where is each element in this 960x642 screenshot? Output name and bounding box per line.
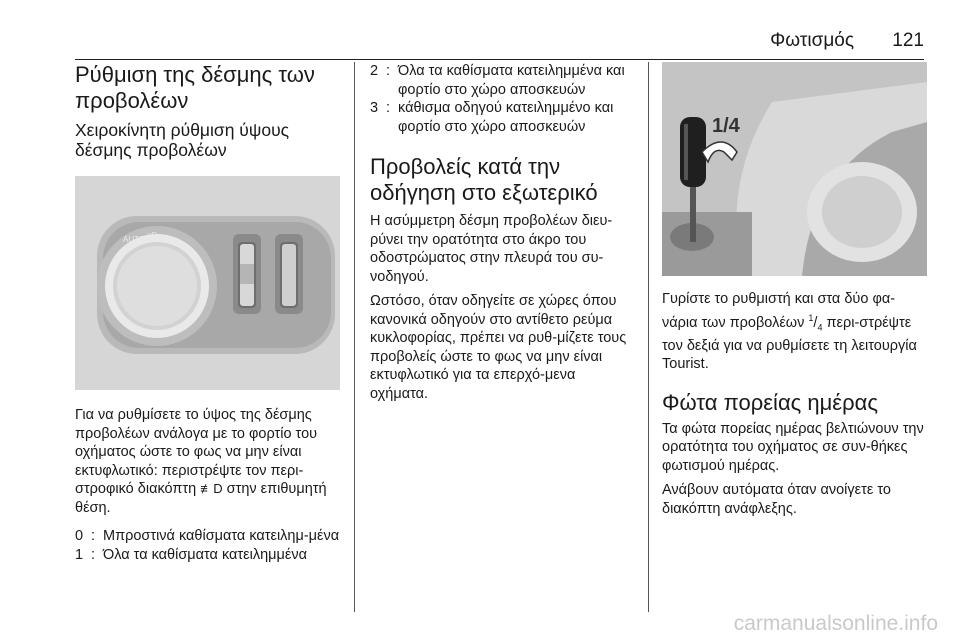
- headlamp-adjuster-illustration: [662, 62, 927, 276]
- list-item: 2 : Όλα τα καθίσματα κατειλημμένα και φορτίο στο χώρο αποσκευών: [370, 63, 625, 98]
- paragraph-drl-ignition: Ανάβουν αυτόματα όταν ανοίγετε το διακόπτη ανάφλεξης.: [662, 482, 891, 517]
- column-right: [662, 62, 927, 518]
- list-item: 0 : Μπροστινά καθίσματα κατειλημ-μένα: [75, 528, 340, 544]
- photo-headlamp-adjuster: [662, 62, 927, 276]
- photo-light-switch: [75, 176, 340, 390]
- load-position-list-continued: [370, 62, 635, 136]
- column-divider: [354, 62, 355, 612]
- column-divider: [648, 62, 649, 612]
- list-item: 3 : κάθισμα οδηγού κατειλημμένο και φορτίο στο χώρο αποσκευών: [370, 100, 614, 135]
- subheading-manual-range: Χειροκίνητη ρύθμιση ύψους δέσμης προβολέων: [75, 120, 290, 160]
- paragraph-other-countries: Ωστόσο, όταν οδηγείτε σε χώρες όπου κανονικά οδηγούν στο αντίθετο ρεύμα κυκλοφορίας, πρέπει να ρυθ-μίζετε τους προβολείς ώστε το φως να μην είναι εκτυφλωτικό για τα επερχό-μενα οχήματα.: [370, 293, 627, 402]
- paragraph-turn-adjuster: Γυρίστε το ρυθμιστή και στα δύο φα-νάρια των προβολέων $^1/_4$ περι-στρέψτε τον δεξιά για να ρυθμίσετε τη λειτουργία Tourist.: [662, 291, 917, 373]
- section-title: Φωτισμός: [770, 30, 854, 51]
- quarter-turn-label: 1/4: [712, 115, 740, 137]
- light-switch-illustration: [75, 176, 340, 390]
- auto-symbol: ≡D: [147, 231, 158, 240]
- paragraph-adjust-height: Για να ρυθμίσετε το ύψος της δέσμης προβολέων ανάλογα με το φορτίο του οχήματος ώστε το φως να μην είναι εκτυφλωτικό: περιστρέψτε τον περι-στροφικό διακόπτη ≢D στην επιθυμητή θέση.: [75, 407, 327, 516]
- list-item: 1 : Όλα τα καθίσματα κατειλημμένα: [75, 546, 307, 563]
- paragraph-drl-visibility: Τα φώτα πορείας ημέρας βελτιώνουν την ορατότητα του οχήματος σε συν-θήκες φωτισμού ημέρας.: [662, 420, 924, 474]
- page-number: 121: [892, 30, 924, 51]
- headlight-range-icon: ≢D: [200, 481, 223, 496]
- paragraph-asymmetric-beam: Η ασύμμετρη δέσμη προβολέων διευ-ρύνει την ορατότητα στο άκρο του οδοστρώματος στην πλευρά του συ-νοδηγού.: [370, 213, 613, 285]
- column-left: [75, 62, 340, 564]
- column-middle: [370, 62, 635, 403]
- auto-label: AUTO: [123, 235, 146, 244]
- page-header: [75, 28, 924, 54]
- heading-daytime-running-lights: Φώτα πορείας ημέρας: [662, 389, 878, 415]
- load-position-list: [75, 527, 340, 564]
- header-rule: [75, 59, 924, 60]
- watermark-text: carmanualsonline.info: [733, 612, 938, 635]
- heading-beam-adjustment: Ρύθμιση της δέσμης των προβολέων: [75, 62, 315, 113]
- heading-driving-abroad: Προβολείς κατά την οδήγηση στο εξωτερικό: [370, 154, 598, 205]
